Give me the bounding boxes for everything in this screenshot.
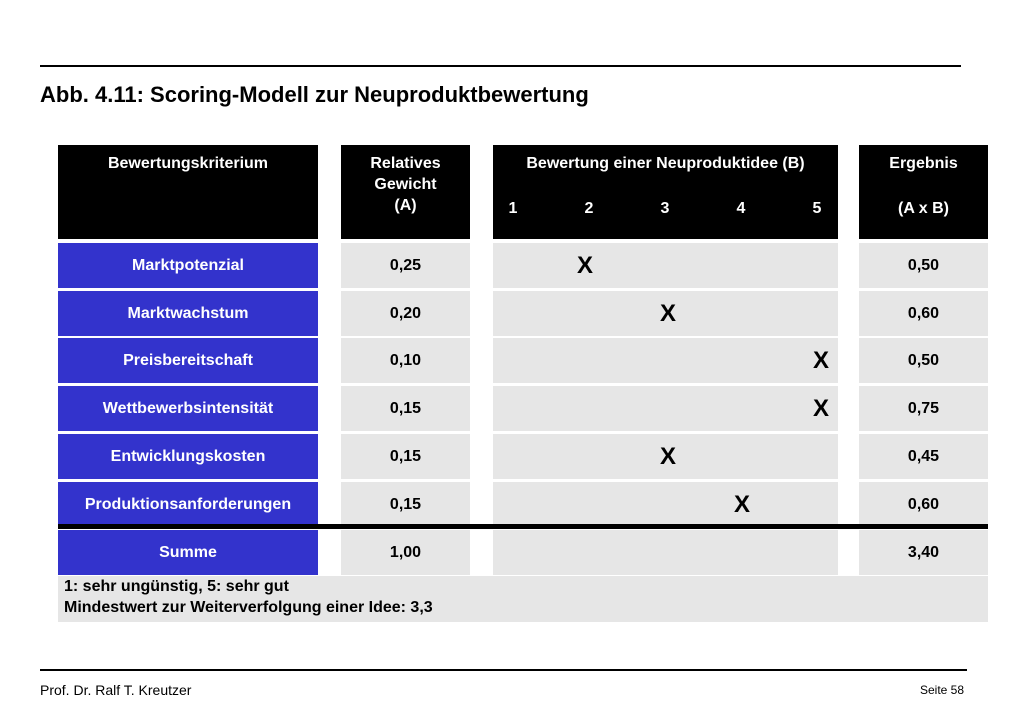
scale-3: 3 xyxy=(660,200,670,217)
header-result-line2: (A x B) xyxy=(898,200,949,217)
header-weight-line1: Relatives xyxy=(370,155,441,172)
scale-4: 4 xyxy=(736,200,746,217)
header-weight xyxy=(341,145,470,239)
sum-result: 3,40 xyxy=(859,530,988,575)
criterion-cell: Produktionsanforderungen xyxy=(58,482,318,527)
result-cell: 0,45 xyxy=(859,434,988,479)
rating-mark: X xyxy=(576,252,593,279)
weight-cell: 0,15 xyxy=(341,386,470,431)
footer-author: Prof. Dr. Ralf T. Kreutzer xyxy=(40,682,192,698)
rating-cell xyxy=(493,386,838,431)
rating-mark: X xyxy=(659,443,676,470)
page-title: Abb. 4.11: Scoring-Modell zur Neuproduktbewertung xyxy=(40,82,589,107)
weight-cell: 0,10 xyxy=(341,338,470,383)
sum-divider xyxy=(58,524,988,529)
sum-rating-cell xyxy=(493,530,838,575)
rating-cell xyxy=(493,291,838,336)
sum-label: Summe xyxy=(58,530,318,575)
rating-mark: X xyxy=(812,347,829,374)
scale-2: 2 xyxy=(584,200,594,217)
header-result xyxy=(859,145,988,239)
weight-cell: 0,25 xyxy=(341,243,470,288)
rating-cell xyxy=(493,482,838,527)
weight-cell: 0,20 xyxy=(341,291,470,336)
rating-cell xyxy=(493,434,838,479)
rating-mark: X xyxy=(659,300,676,327)
result-cell: 0,60 xyxy=(859,482,988,527)
header-criterion-label: Bewertungskriterium xyxy=(107,155,269,172)
rating-mark: X xyxy=(733,491,750,518)
header-weight-line2: Gewicht xyxy=(374,176,437,193)
bottom-rule xyxy=(40,669,967,671)
criterion-cell: Wettbewerbsintensität xyxy=(58,386,318,431)
rating-cell xyxy=(493,338,838,383)
result-cell: 0,50 xyxy=(859,243,988,288)
scale-5: 5 xyxy=(812,200,822,217)
sum-weight: 1,00 xyxy=(341,530,470,575)
top-rule xyxy=(40,65,961,67)
scale-1: 1 xyxy=(508,200,518,217)
rating-mark: X xyxy=(812,395,829,422)
legend-line-2: Mindestwert zur Weiterverfolgung einer Idee: 3,3 xyxy=(64,599,433,616)
criterion-cell: Marktwachstum xyxy=(58,291,318,336)
legend-line-1: 1: sehr ungünstig, 5: sehr gut xyxy=(64,578,289,595)
rating-cell xyxy=(493,243,838,288)
header-rating-label: Bewertung einer Neuproduktidee (B) xyxy=(526,155,805,172)
header-result-line1: Ergebnis xyxy=(889,155,958,172)
criterion-cell: Marktpotenzial xyxy=(58,243,318,288)
criterion-cell: Entwicklungskosten xyxy=(58,434,318,479)
criterion-cell: Preisbereitschaft xyxy=(58,338,318,383)
legend-note xyxy=(58,576,988,622)
result-cell: 0,50 xyxy=(859,338,988,383)
weight-cell: 0,15 xyxy=(341,482,470,527)
result-cell: 0,75 xyxy=(859,386,988,431)
result-cell: 0,60 xyxy=(859,291,988,336)
weight-cell: 0,15 xyxy=(341,434,470,479)
header-weight-line3: (A) xyxy=(394,197,417,214)
footer-page: Seite 58 xyxy=(920,683,965,697)
header-criterion xyxy=(58,145,318,239)
header-rating xyxy=(493,145,838,239)
